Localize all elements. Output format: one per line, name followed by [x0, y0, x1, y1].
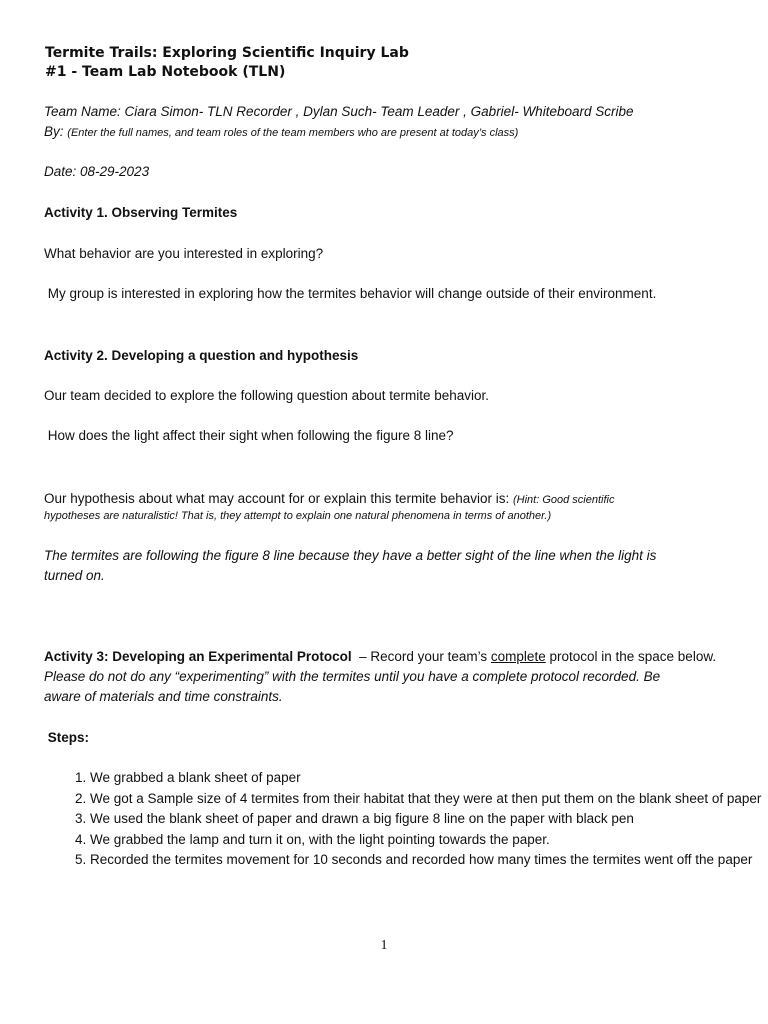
activity3-intro-b: protocol in the space below.	[549, 649, 717, 664]
title-line-2: #1 - Team Lab Notebook (TLN)	[45, 64, 286, 80]
activity2-prompt: Our team decided to explore the following question about termite behavior.	[44, 388, 490, 403]
hypothesis-answer-2: turned on.	[44, 568, 105, 583]
hypothesis-hint-2: hypotheses are naturalistic! That is, they attempt to explain one natural phenomena in terms of another.)	[44, 510, 552, 522]
activity2-heading: Activity 2. Developing a question and hypothesis	[44, 348, 359, 363]
hypothesis-hint-1: (Hint: Good scientific	[513, 494, 615, 506]
step-item: 5. Recorded the termites movement for 10 seconds and recorded how many times the termites went off the paper	[90, 850, 768, 871]
page-number: 1	[380, 938, 388, 953]
activity1-heading: Activity 1. Observing Termites	[44, 205, 238, 220]
hypothesis-prompt-text: Our hypothesis about what may account for or explain this termite behavior is:	[44, 491, 510, 506]
activity3-note-2: aware of materials and time constraints.	[44, 689, 283, 704]
hypothesis-answer-1: The termites are following the figure 8 line because they have a better sight of the line when the light is	[44, 548, 657, 563]
activity3-intro-a: – Record your team’s	[359, 649, 488, 664]
step-item: 4. We grabbed the lamp and turn it on, with the light pointing towards the paper.	[90, 830, 768, 851]
activity3-intro-underlined: complete	[490, 649, 546, 664]
activity1-answer: My group is interested in exploring how the termites behavior will change outside of their environment.	[44, 286, 657, 301]
step-item: 2. We got a Sample size of 4 termites from their habitat that they were at then put them on the blank sheet of paper	[90, 789, 768, 810]
date-line: Date: 08-29-2023	[44, 164, 150, 179]
by-hint: (Enter the full names, and team roles of the team members who are present at today’s class)	[67, 127, 519, 139]
step-item: 1. We grabbed a blank sheet of paper	[90, 768, 768, 789]
activity3-note-1: Please do not do any “experimenting” with the termites until you have a complete protocol recorded. Be	[44, 669, 661, 684]
by-line	[44, 122, 518, 143]
activity3-heading: Activity 3: Developing an Experimental Protocol	[44, 649, 352, 664]
title-line-1: Termite Trails: Exploring Scientific Inquiry Lab	[45, 45, 409, 61]
team-name: Team Name: Ciara Simon- TLN Recorder , Dylan Such- Team Leader , Gabriel- Whiteboard Scribe	[44, 104, 634, 119]
activity3-intro	[44, 647, 716, 667]
by-label: By:	[44, 124, 64, 139]
step-item: 3. We used the blank sheet of paper and drawn a big figure 8 line on the paper with black pen	[90, 809, 768, 830]
document-title	[45, 44, 409, 82]
steps-list	[44, 768, 768, 871]
activity2-question: How does the light affect their sight when following the figure 8 line?	[44, 428, 454, 443]
steps-label: Steps:	[44, 730, 90, 745]
activity1-question: What behavior are you interested in exploring?	[44, 246, 324, 261]
